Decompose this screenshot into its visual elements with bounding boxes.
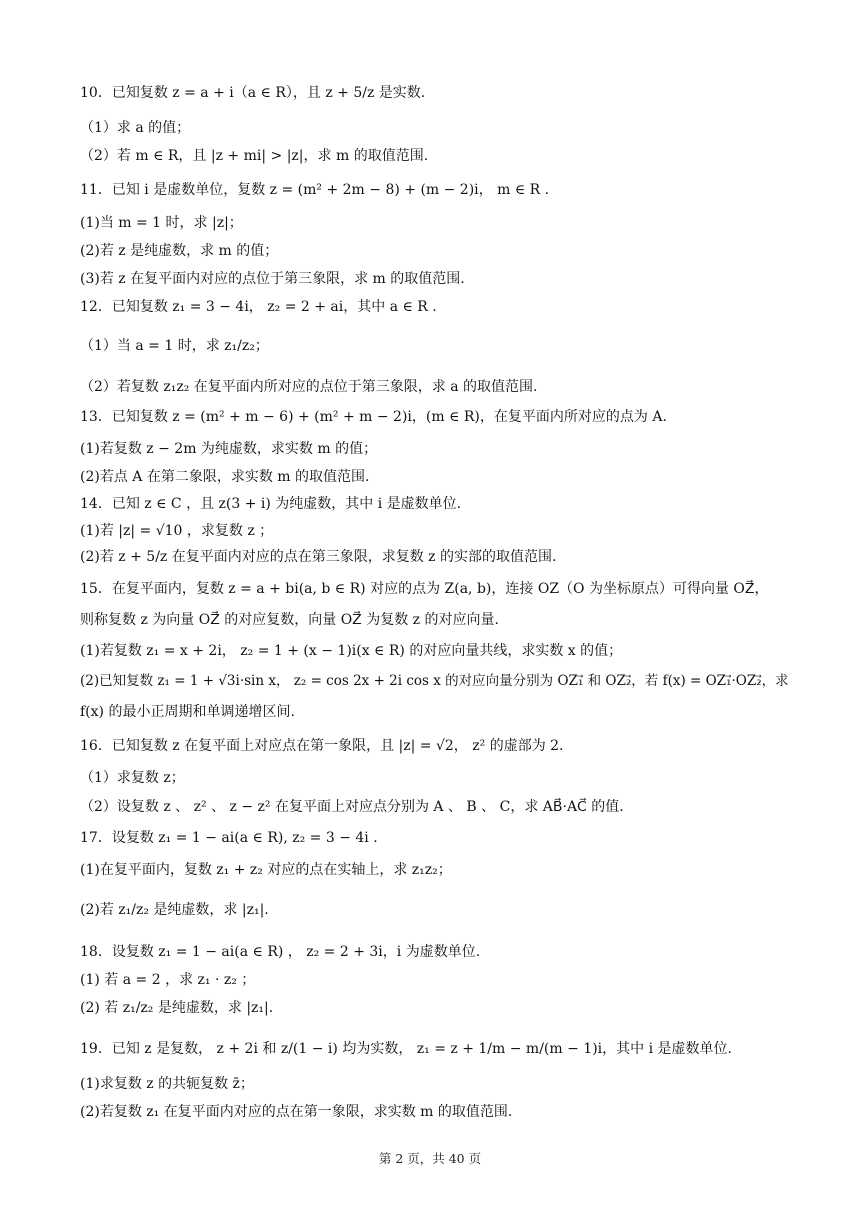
problem-15-statement-line-2: 则称复数 z 为向量 OZ⃗ 的对应复数，向量 OZ⃗ 为复数 z 的对应向量. <box>80 612 499 628</box>
problem-15-statement-line-1: 15．在复平面内，复数 z = a + bi(a, b ∈ R) 对应的点为 Z(a, b)，连接 OZ（O 为坐标原点）可得向量 OZ⃗， <box>80 581 769 597</box>
problem-10-statement: 10．已知复数 z = a + i（a ∈ R），且 z + 5/z 是实数. <box>80 85 426 101</box>
problem-17-part-2: (2)若 z₁/z₂ 是纯虚数，求 |z₁|. <box>80 902 269 918</box>
problem-14-part-2: (2)若 z + 5/z 在复平面内对应的点在第三象限，求复数 z 的实部的取值范围. <box>80 549 557 565</box>
problem-13-part-1: (1)若复数 z − 2m 为纯虚数，求实数 m 的值； <box>80 441 378 457</box>
problem-16-part-2: （2）设复数 z 、 z² 、 z − z² 在复平面上对应点分别为 A 、 B 、 C，求 AB⃗·AC⃗ 的值. <box>80 799 624 815</box>
problem-15-part-2-line-1: (2)已知复数 z₁ = 1 + √3i·sin x， z₂ = cos 2x + 2i cos x 的对应向量分别为 OZ₁⃗ 和 OZ₂⃗，若 f(x) = OZ₁⃗·OZ₂⃗，求 <box>80 673 789 689</box>
problem-15-part-2-line-2: f(x) 的最小正周期和单调递增区间. <box>80 704 295 720</box>
problem-11-part-3: (3)若 z 在复平面内对应的点位于第三象限，求 m 的取值范围. <box>80 271 465 287</box>
problem-16-part-1: （1）求复数 z； <box>80 770 185 786</box>
page-footer: 第 2 页，共 40 页 <box>378 1151 482 1166</box>
problem-11-statement: 11．已知 i 是虚数单位，复数 z = (m² + 2m − 8) + (m − 2)i， m ∈ R . <box>80 182 550 198</box>
problem-16-statement: 16．已知复数 z 在复平面上对应点在第一象限，且 |z| = √2， z² 的虚部为 2. <box>80 738 564 754</box>
problem-14-statement: 14．已知 z ∈ C ，且 z(3 + i) 为纯虚数，其中 i 是虚数单位. <box>80 496 462 512</box>
problem-10-part-2: （2）若 m ∈ R，且 |z + mi| > |z|，求 m 的取值范围. <box>80 148 429 164</box>
problem-12-part-2: （2）若复数 z₁z₂ 在复平面内所对应的点位于第三象限，求 a 的取值范围. <box>80 379 538 395</box>
problem-17-statement: 17．设复数 z₁ = 1 − ai(a ∈ R), z₂ = 3 − 4i . <box>80 830 378 846</box>
problem-11-part-2: (2)若 z 是纯虚数，求 m 的值； <box>80 243 279 259</box>
problem-17-part-1: (1)在复平面内，复数 z₁ + z₂ 对应的点在实轴上，求 z₁z₂； <box>80 862 452 878</box>
problem-18-statement: 18．设复数 z₁ = 1 − ai(a ∈ R) ， z₂ = 2 + 3i，i 为虚数单位. <box>80 944 481 960</box>
problem-11-part-1: (1)当 m = 1 时，求 |z|； <box>80 215 243 231</box>
problem-19-part-2: (2)若复数 z₁ 在复平面内对应的点在第一象限，求实数 m 的取值范围. <box>80 1104 513 1120</box>
problem-12-statement: 12．已知复数 z₁ = 3 − 4i， z₂ = 2 + ai，其中 a ∈ R . <box>80 299 437 315</box>
problem-12-part-1: （1）当 a = 1 时，求 z₁/z₂； <box>80 338 269 354</box>
problem-14-part-1: (1)若 |z| = √10 ，求复数 z ； <box>80 523 274 539</box>
problem-19-statement: 19．已知 z 是复数， z + 2i 和 z/(1 − i) 均为实数， z₁ = z + 1/m − m/(m − 1)i，其中 i 是虚数单位. <box>80 1041 732 1057</box>
problem-10-part-1: （1）求 a 的值； <box>80 120 191 136</box>
problem-18-part-2: (2) 若 z₁/z₂ 是纯虚数，求 |z₁|. <box>80 1000 274 1016</box>
problem-19-part-1: (1)求复数 z 的共轭复数 z̄； <box>80 1076 254 1092</box>
problem-13-part-2: (2)若点 A 在第二象限，求实数 m 的取值范围. <box>80 469 370 485</box>
problem-13-statement: 13．已知复数 z = (m² + m − 6) + (m² + m − 2)i，(m ∈ R)，在复平面内所对应的点为 A. <box>80 409 667 425</box>
problem-15-part-1: (1)若复数 z₁ = x + 2i， z₂ = 1 + (x − 1)i(x ∈ R) 的对应向量共线，求实数 x 的值； <box>80 643 623 659</box>
problem-18-part-1: (1) 若 a = 2 ，求 z₁ · z₂ ； <box>80 972 256 988</box>
